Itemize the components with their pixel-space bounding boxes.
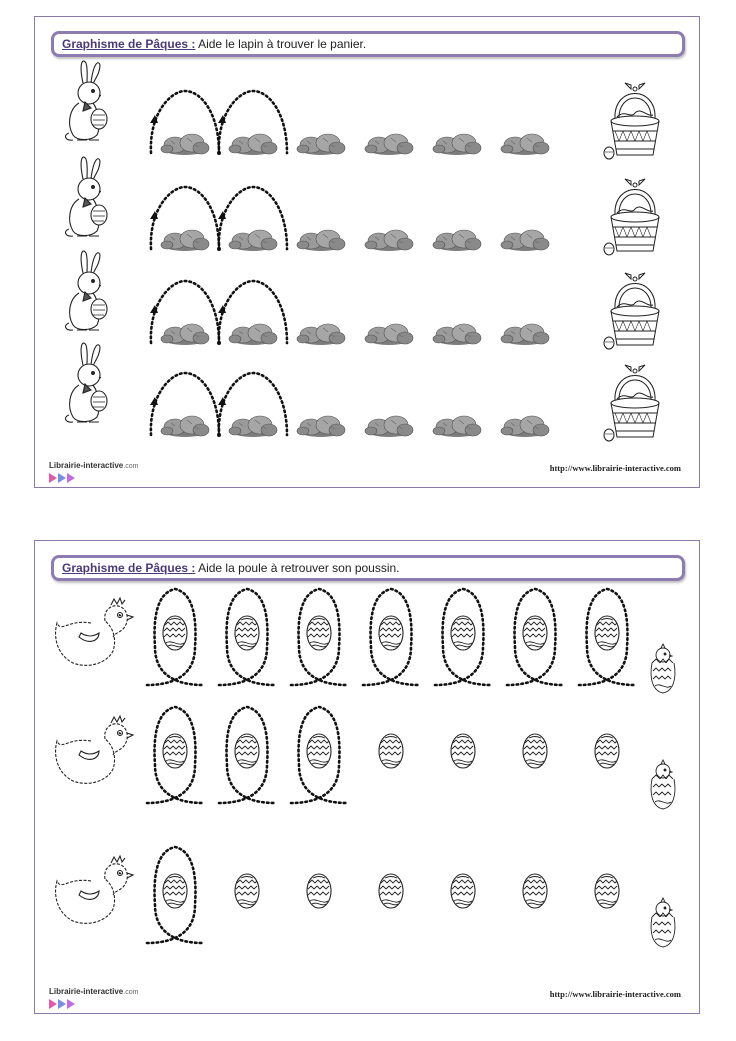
worksheet-hen	[34, 540, 700, 1014]
easter-egg-icon	[379, 734, 403, 768]
title-instruction: Aide la poule à retrouver son poussin.	[195, 561, 400, 575]
rock-icon	[297, 134, 345, 155]
easter-egg-icon	[451, 874, 475, 908]
footer-logo-domain: .com	[123, 989, 139, 996]
rock-icon	[365, 324, 413, 345]
easter-egg-icon	[523, 734, 547, 768]
bunny-icon	[66, 251, 107, 330]
hen-icon	[56, 716, 133, 783]
rock-icon	[161, 230, 209, 251]
footer-logo-name: Librairie-interactive	[49, 987, 124, 996]
rock-icon	[297, 416, 345, 437]
rock-icon	[229, 230, 277, 251]
rock-icon	[501, 324, 549, 345]
easter-egg-icon	[235, 734, 259, 768]
rock-icon	[161, 416, 209, 437]
basket-icon	[604, 83, 659, 159]
rock-icon	[365, 134, 413, 155]
rock-icon	[297, 230, 345, 251]
bunny-icon	[66, 157, 107, 236]
easter-egg-icon	[595, 616, 619, 650]
footer-url: http://www.librairie-interactive.com	[549, 989, 681, 999]
easter-egg-icon	[451, 734, 475, 768]
easter-egg-icon	[523, 616, 547, 650]
rock-icon	[501, 134, 549, 155]
chick-in-egg-icon	[651, 644, 675, 693]
footer-logo	[49, 987, 138, 996]
basket-icon	[604, 365, 659, 441]
rock-icon	[365, 416, 413, 437]
rock-icon	[501, 230, 549, 251]
easter-egg-icon	[163, 874, 187, 908]
footer-logo-domain: .com	[123, 463, 139, 470]
title-bold: Graphisme de Pâques :	[62, 37, 196, 51]
easter-egg-icon	[307, 616, 331, 650]
easter-egg-icon	[163, 616, 187, 650]
rock-icon	[433, 230, 481, 251]
easter-egg-icon	[379, 616, 403, 650]
easter-egg-icon	[451, 616, 475, 650]
rock-icon	[433, 324, 481, 345]
chick-in-egg-icon	[651, 760, 675, 809]
rock-icon	[229, 134, 277, 155]
basket-icon	[604, 273, 659, 349]
rock-icon	[161, 324, 209, 345]
hen-icon	[56, 598, 133, 665]
worksheet-bunny	[34, 16, 700, 488]
easter-egg-icon	[235, 616, 259, 650]
rock-icon	[297, 324, 345, 345]
footer-logo-name: Librairie-interactive	[49, 461, 124, 470]
logo-arrows-icon	[49, 473, 89, 483]
rock-icon	[161, 134, 209, 155]
easter-egg-icon	[595, 734, 619, 768]
bunny-exercise-art	[35, 17, 701, 489]
title-instruction: Aide le lapin à trouver le panier.	[195, 37, 367, 51]
rock-icon	[229, 324, 277, 345]
chick-in-egg-icon	[651, 898, 675, 947]
rock-icon	[229, 416, 277, 437]
footer-url: http://www.librairie-interactive.com	[549, 463, 681, 473]
easter-egg-icon	[523, 874, 547, 908]
easter-egg-icon	[595, 874, 619, 908]
title-bold: Graphisme de Pâques :	[62, 561, 196, 575]
easter-egg-icon	[307, 734, 331, 768]
bunny-icon	[66, 343, 107, 422]
footer-logo	[49, 461, 138, 470]
easter-egg-icon	[307, 874, 331, 908]
rock-icon	[433, 134, 481, 155]
easter-egg-icon	[379, 874, 403, 908]
rock-icon	[433, 416, 481, 437]
easter-egg-icon	[163, 734, 187, 768]
bunny-icon	[66, 61, 107, 140]
hen-icon	[56, 856, 133, 923]
logo-arrows-icon	[49, 999, 89, 1009]
rock-icon	[501, 416, 549, 437]
easter-egg-icon	[235, 874, 259, 908]
hen-exercise-art	[35, 541, 701, 1015]
rock-icon	[365, 230, 413, 251]
basket-icon	[604, 179, 659, 255]
